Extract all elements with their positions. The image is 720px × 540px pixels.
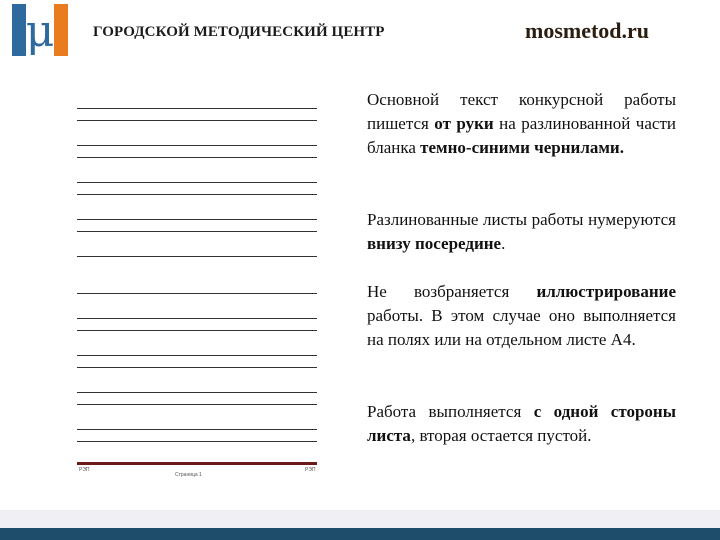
form-line [77, 293, 317, 294]
form-line [77, 194, 317, 195]
paragraph-4 [367, 400, 676, 448]
form-footer-left: РЭП [79, 467, 90, 473]
header-title: ГОРОДСКОЙ МЕТОДИЧЕСКИЙ ЦЕНТР [93, 24, 385, 40]
footer-stripe-light [0, 510, 720, 528]
body-text: , вторая остается пустой. [410, 426, 592, 445]
body-text: Не возбраняется [367, 282, 537, 301]
body-text: . [501, 234, 506, 253]
form-line [77, 145, 317, 146]
form-line [77, 108, 317, 109]
form-footer-right: РЭП [305, 467, 316, 473]
emphasis-text: внизу посередине [367, 234, 502, 253]
form-footer-bar [77, 462, 317, 465]
form-line [77, 182, 317, 183]
form-line [77, 404, 317, 405]
form-line [77, 318, 317, 319]
form-line [77, 219, 317, 220]
form-line [77, 120, 317, 121]
paragraph-1 [367, 88, 676, 160]
form-line [77, 429, 317, 430]
form-line [77, 256, 317, 257]
form-line [77, 392, 317, 393]
body-text: на разлинованной части бланка [367, 114, 676, 157]
form-line [77, 231, 317, 232]
emphasis-text: с одной стороны листа [367, 402, 676, 445]
footer-stripe [0, 528, 720, 540]
form-line [77, 157, 317, 158]
svg-text:μ: μ [25, 6, 55, 56]
form-preview [77, 100, 317, 480]
emphasis-text: темно-синими чернилами. [420, 138, 624, 157]
emphasis-text: от руки [434, 114, 494, 133]
logo [12, 4, 68, 56]
paragraph-2 [367, 208, 676, 256]
form-line [77, 441, 317, 442]
form-line [77, 330, 317, 331]
paragraph-3 [367, 280, 676, 352]
emphasis-text: иллюстрирование [536, 282, 676, 301]
logo-icon [12, 4, 68, 56]
form-line [77, 367, 317, 368]
form-page-number: Страница 1 [175, 472, 202, 478]
body-text: Работа выполняется [367, 402, 534, 421]
body-text: Основной текст конкурсной работы пишется [367, 90, 676, 133]
body-text: работы. В этом случае оно выполняется на полях или на отдельном листе А4. [367, 306, 676, 349]
form-line [77, 355, 317, 356]
site-link[interactable]: mosmetod.ru [525, 18, 650, 43]
body-text: Разлинованные листы работы нумеруются [367, 210, 676, 229]
